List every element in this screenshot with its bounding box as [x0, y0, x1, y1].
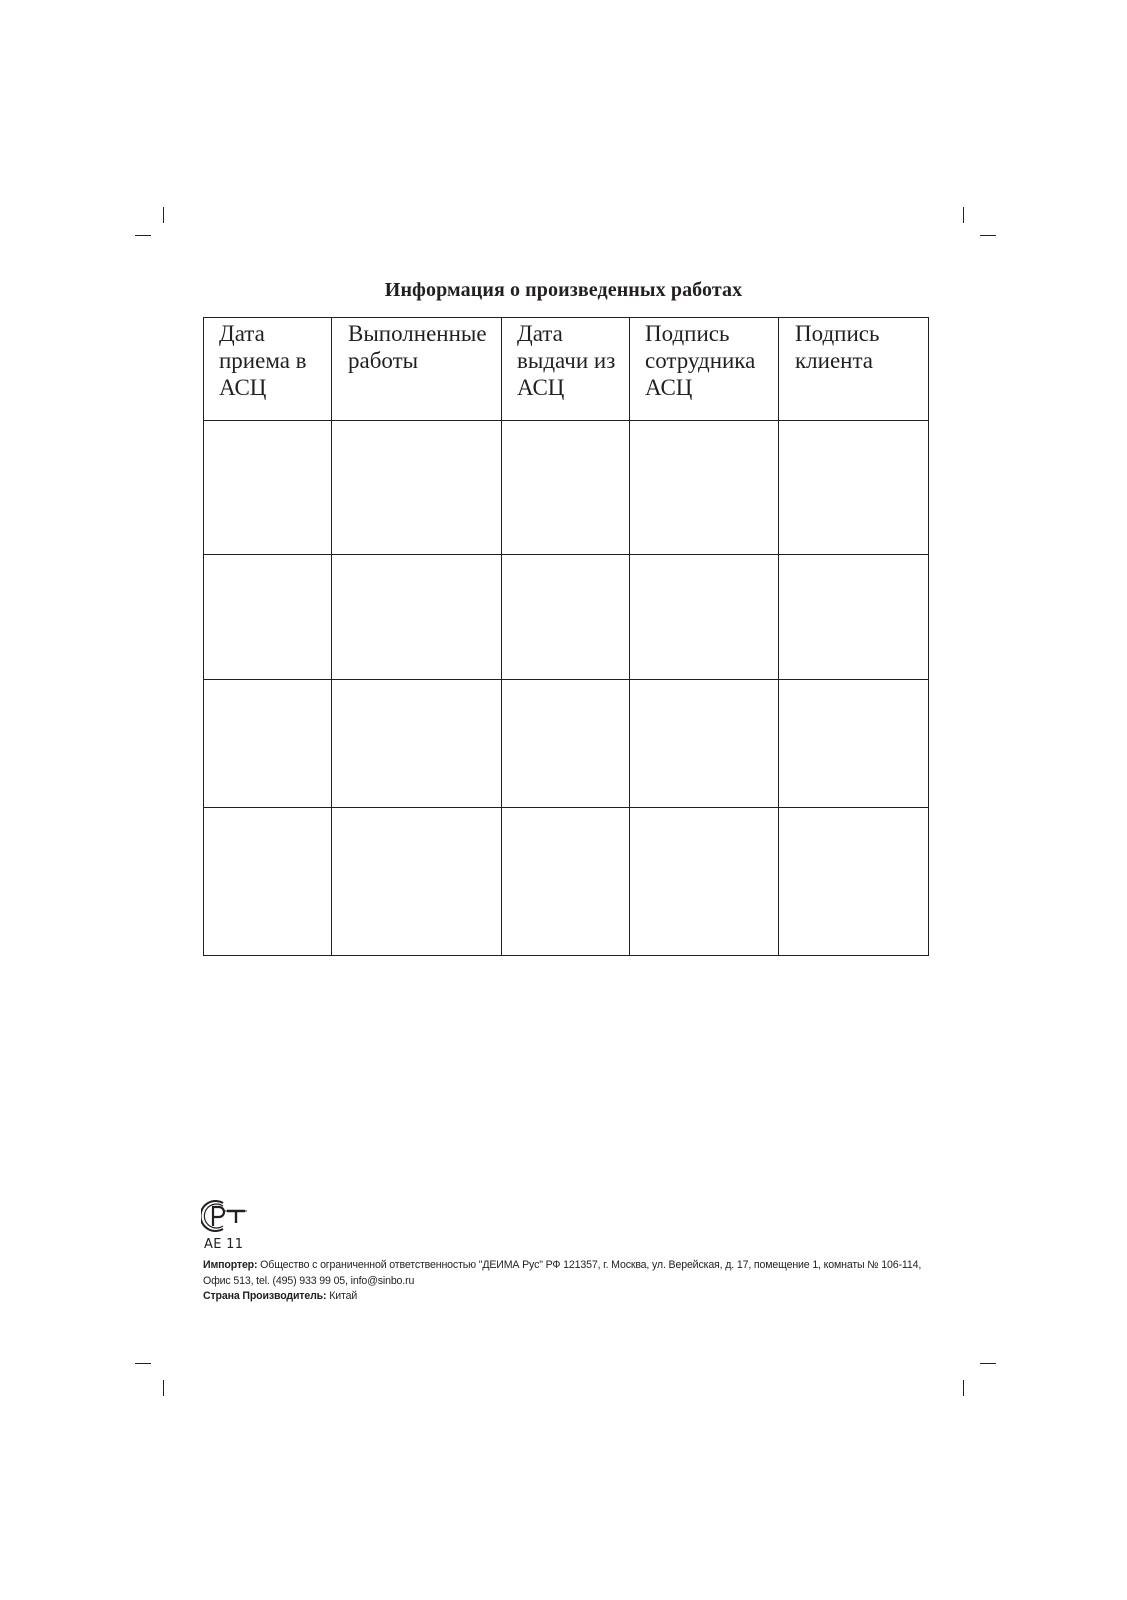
importer-info	[203, 1258, 943, 1305]
crop-mark	[980, 235, 996, 236]
table-cell[interactable]	[204, 421, 332, 555]
table-cell[interactable]	[779, 680, 929, 808]
table-cell[interactable]	[204, 680, 332, 808]
crop-mark	[963, 1380, 964, 1396]
table-cell[interactable]	[204, 555, 332, 680]
works-table	[203, 317, 929, 956]
table-cell[interactable]	[502, 421, 630, 555]
crop-mark	[980, 1363, 996, 1364]
table-row	[204, 680, 929, 808]
table-cell[interactable]	[332, 421, 502, 555]
table-cell[interactable]	[779, 808, 929, 956]
table-cell[interactable]	[630, 421, 779, 555]
table-cell[interactable]	[630, 680, 779, 808]
header-client-signature: Подпись клиента	[779, 318, 929, 421]
crop-mark	[163, 1380, 164, 1396]
table-cell[interactable]	[332, 808, 502, 956]
table-row	[204, 808, 929, 956]
certification-code: АЕ 11	[204, 1237, 244, 1252]
importer-text: Общество с ограниченной ответственностью "ДЕИМА Рус" РФ 121357, г. Москва, ул. Верейская, д. 17, помещение 1, комнаты № 106-114, Офис 513, tel. (495) 933 99 05, info@sinbo.ru	[203, 1259, 922, 1287]
country-label: Страна Производитель:	[203, 1290, 327, 1302]
crop-mark	[963, 207, 964, 223]
pct-certification-icon	[201, 1199, 253, 1233]
document-title: Информация о произведенных работах	[384, 279, 743, 301]
importer-label: Импортер:	[203, 1259, 258, 1271]
table-row	[204, 555, 929, 680]
header-employee-signature: Подпись сотрудника АСЦ	[630, 318, 779, 421]
country-value: Китай	[326, 1290, 358, 1302]
table-cell[interactable]	[502, 680, 630, 808]
table-header-row	[204, 318, 929, 421]
country-line	[203, 1289, 943, 1305]
table-cell[interactable]	[630, 808, 779, 956]
table-cell[interactable]	[630, 555, 779, 680]
table-cell[interactable]	[502, 808, 630, 956]
crop-mark	[163, 207, 164, 223]
importer-line	[203, 1258, 943, 1289]
table-row	[204, 421, 929, 555]
table-cell[interactable]	[332, 555, 502, 680]
crop-mark	[135, 235, 151, 236]
header-date-received: Дата приема в АСЦ	[204, 318, 332, 421]
table-cell[interactable]	[332, 680, 502, 808]
table-cell[interactable]	[779, 555, 929, 680]
header-date-issued: Дата выдачи из АСЦ	[502, 318, 630, 421]
crop-mark	[135, 1363, 151, 1364]
table-cell[interactable]	[502, 555, 630, 680]
table-cell[interactable]	[204, 808, 332, 956]
header-work-performed: Выполненные работы	[332, 318, 502, 421]
table-cell[interactable]	[779, 421, 929, 555]
